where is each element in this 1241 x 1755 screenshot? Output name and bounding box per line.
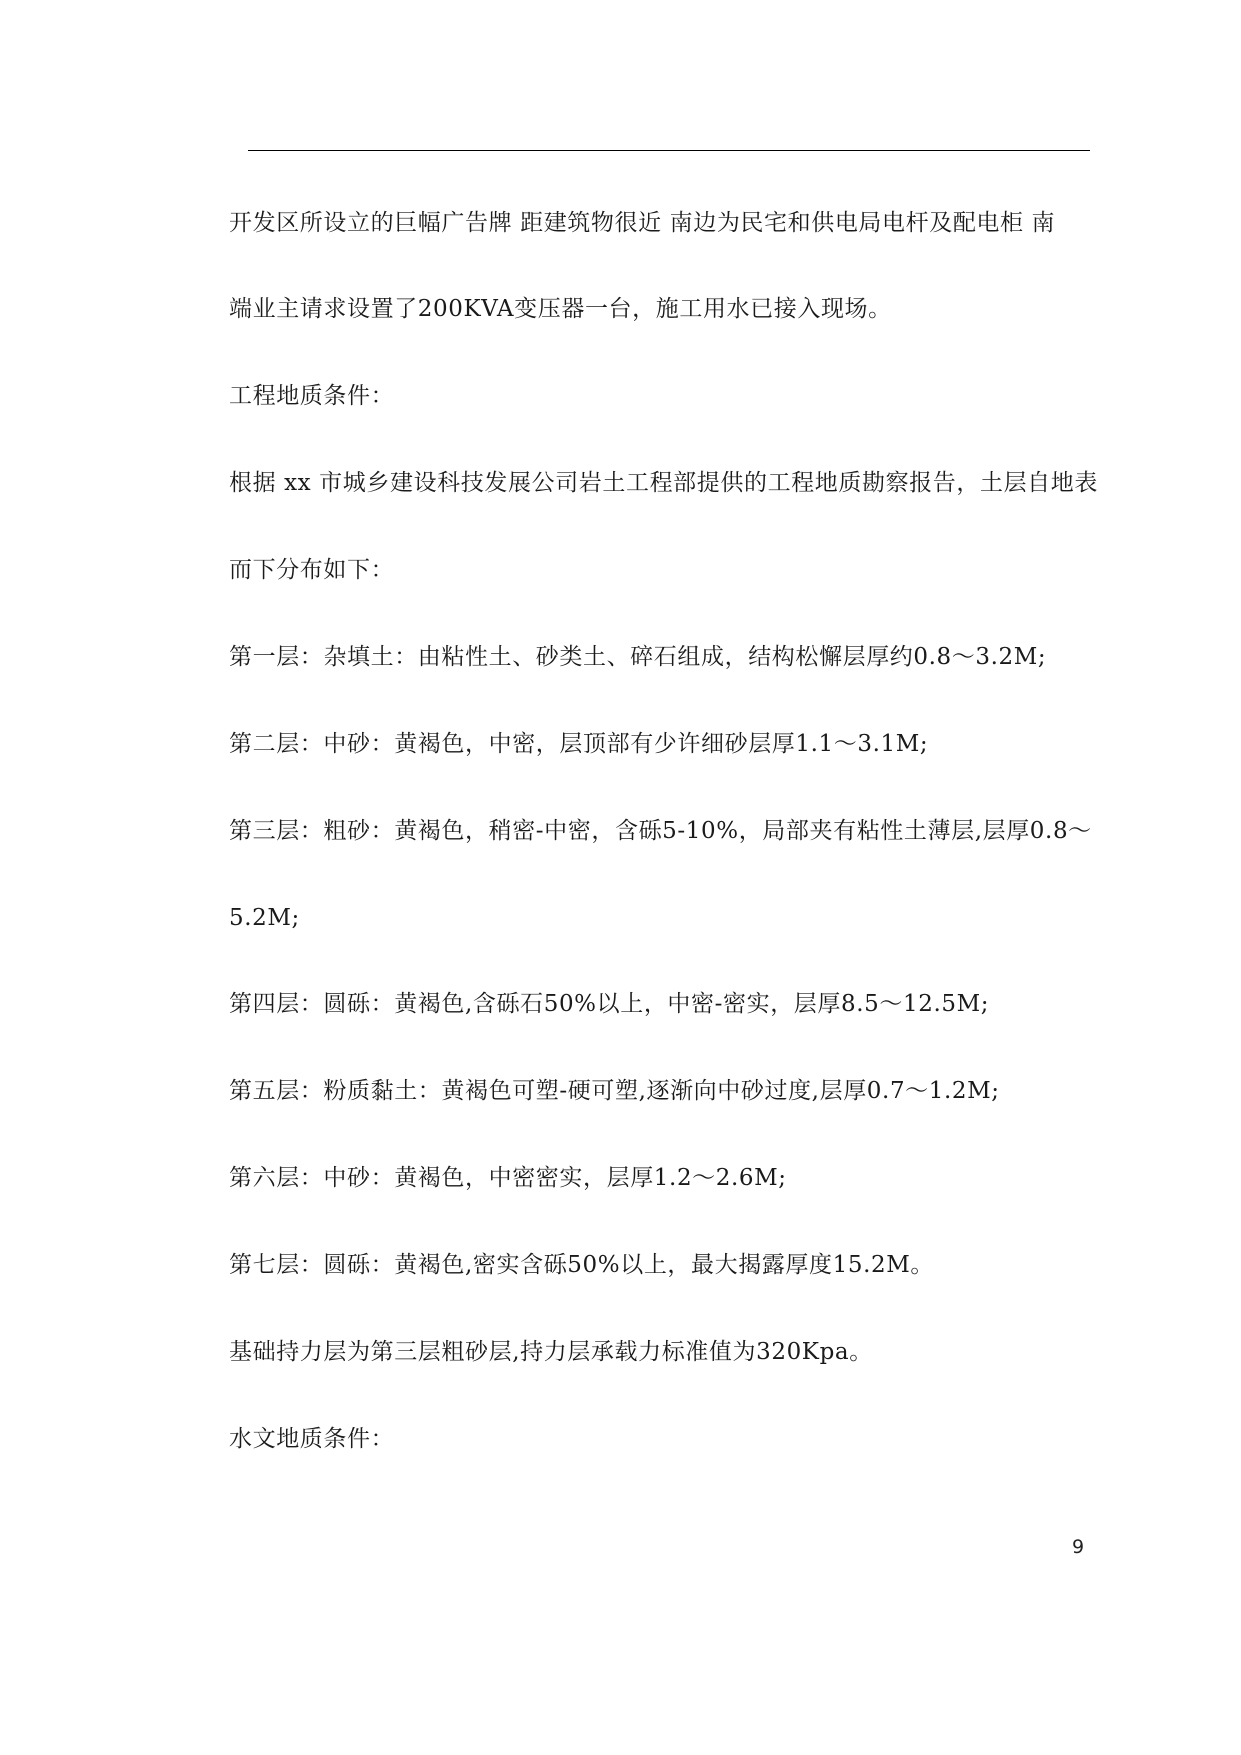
soil-layer-2: 第二层：中砂：黄褐色，中密，层顶部有少许细砂层厚1.1～3.1M; xyxy=(229,731,929,757)
text-line: 根据 xx 市城乡建设科技发展公司岩土工程部提供的工程地质勘察报告，土层自地表 xyxy=(229,470,1098,496)
text-line: 而下分布如下： xyxy=(229,557,395,583)
text-line: 端业主请求设置了200KVA变压器一台，施工用水已接入现场。 xyxy=(229,296,892,322)
text-line: 开发区所设立的巨幅广告牌 距建筑物很近 南边为民宅和供电局电杆及配电柜 南 xyxy=(229,210,1056,236)
soil-layer-3: 第三层：粗砂：黄褐色，稍密-中密，含砾5-10%，局部夹有粘性土薄层,层厚0.8～ xyxy=(229,818,1092,844)
soil-layer-7: 第七层：圆砾：黄褐色,密实含砾50%以上，最大揭露厚度15.2M。 xyxy=(229,1252,934,1278)
section-heading: 工程地质条件： xyxy=(229,383,395,409)
header-rule xyxy=(248,150,1090,151)
soil-layer-5: 第五层：粉质黏土：黄褐色可塑-硬可塑,逐渐向中砂过度,层厚0.7～1.2M; xyxy=(229,1078,1000,1104)
soil-layer-1: 第一层：杂填土：由粘性土、砂类土、碎石组成，结构松懈层厚约0.8～3.2M; xyxy=(229,644,1047,670)
text-line: 基础持力层为第三层粗砂层,持力层承载力标准值为320Kpa。 xyxy=(229,1339,873,1365)
page-number: 9 xyxy=(1072,1536,1085,1558)
soil-layer-6: 第六层：中砂：黄褐色，中密密实，层厚1.2～2.6M; xyxy=(229,1165,787,1191)
section-heading: 水文地质条件： xyxy=(229,1426,395,1452)
soil-layer-3-cont: 5.2M; xyxy=(229,905,300,931)
soil-layer-4: 第四层：圆砾：黄褐色,含砾石50%以上，中密-密实，层厚8.5～12.5M; xyxy=(229,991,990,1017)
